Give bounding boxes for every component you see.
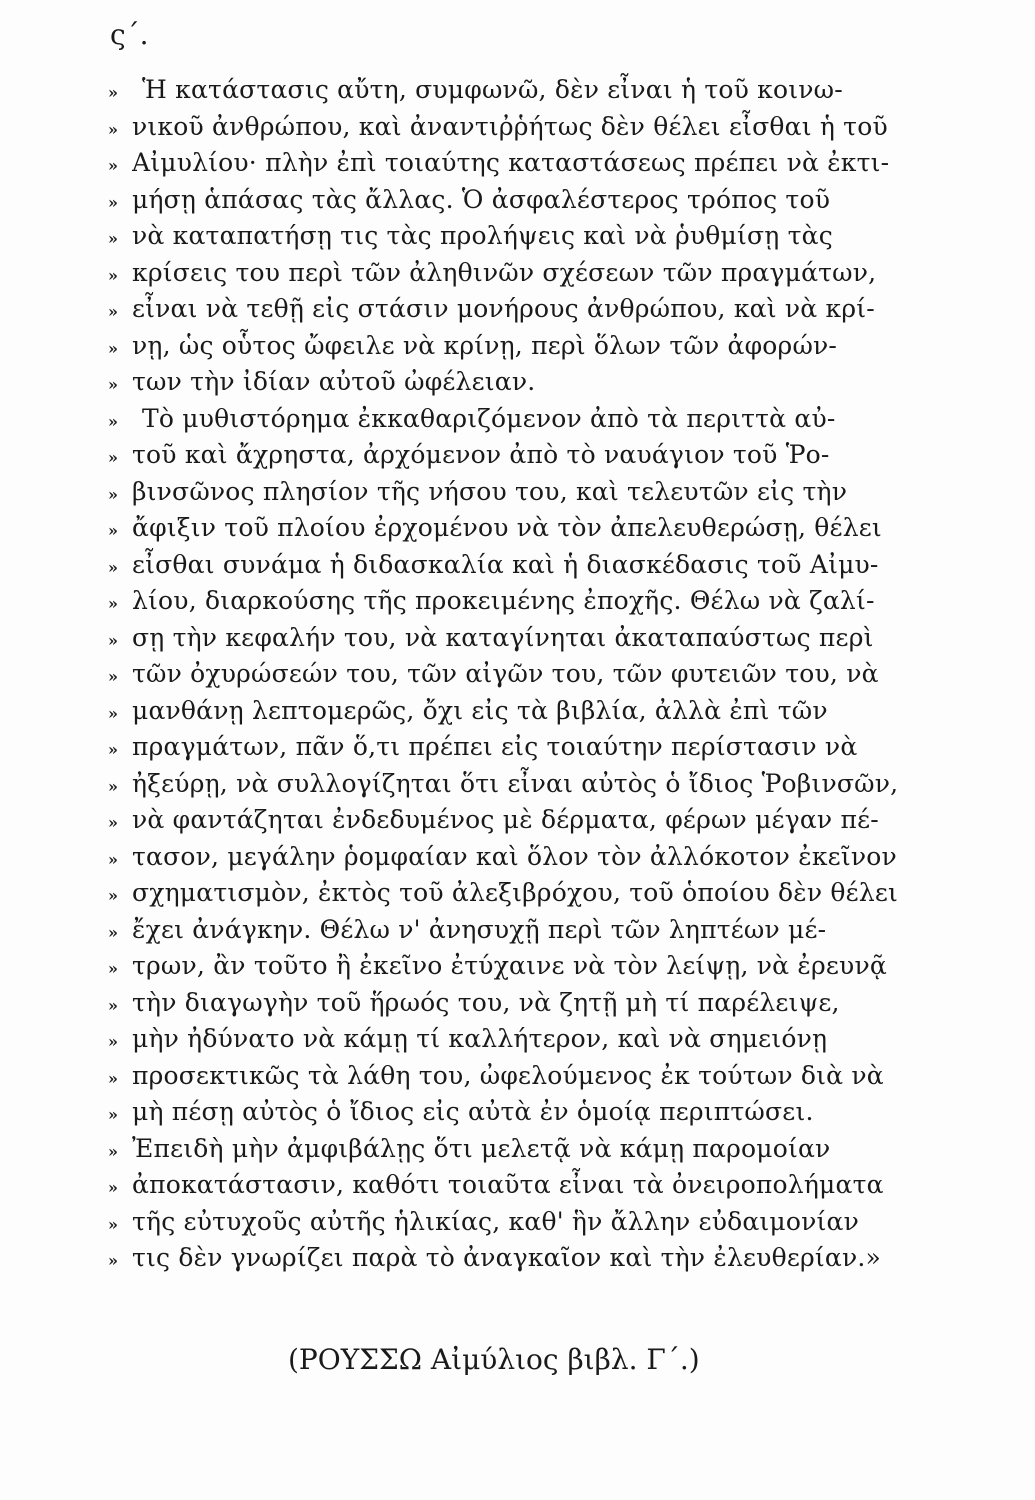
text-line [108,145,938,182]
text-line [108,729,938,766]
text-line [108,912,938,949]
text-line [108,839,938,876]
line-text: Ἡ κατάστασις αὔτη, συμφωνῶ, δὲν εἶναι ἡ τοῦ κοινω- [142,75,843,104]
citation: (ΡΟΥΣΣΩ Αἰμύλιος βιβλ. Γ΄.) [288,1343,700,1376]
text-line [108,510,938,547]
line-text: μὴ πέσῃ αὐτὸς ὁ ἴδιος εἰς αὐτὰ ἐν ὁμοίᾳ περιπτώσει. [132,1097,814,1126]
line-text: ἠξεύρῃ, νὰ συλλογίζηται ὅτι εἶναι αὐτὸς ὁ ἴδιος Ῥοβινσῶν, [132,768,899,798]
text-line [108,109,938,146]
quote-mark: » [108,265,118,285]
text-line [108,547,938,584]
quote-mark: » [108,448,118,467]
text-line [108,182,938,219]
line-text: Ἐπειδὴ μὴν ἀμφιβάλῃς ὅτι μελετᾷ νὰ κάμῃ παρομοίαν [132,1133,831,1163]
text-line [108,1240,938,1277]
text-line [108,1167,938,1204]
quote-mark: » [108,1068,118,1088]
line-text: βινσῶνος πλησίον τῆς νήσου του, καὶ τελευτῶν εἰς τὴν [132,476,848,506]
line-text: εἶναι νὰ τεθῇ εἰς στάσιν μονήρους ἀνθρώπου, καὶ νὰ κρί- [132,294,875,323]
line-text: κρίσεις του περὶ τῶν ἀληθινῶν σχέσεων τῶν πραγμάτων, [132,257,877,287]
text-line [108,620,938,657]
quote-mark: » [108,1251,118,1270]
line-text: νῃ, ὡς οὗτος ὤφειλε νὰ κρίνῃ, περὶ ὅλων τῶν ἀφορών- [132,330,838,360]
text-line [108,693,938,730]
line-text: των τὴν ἰδίαν αὐτοῦ ὠφέλειαν. [132,367,536,396]
body-text [108,72,938,1277]
quote-mark: » [108,630,118,650]
text-line [108,766,938,803]
quote-mark: » [108,192,118,212]
text-line [108,437,938,474]
quote-mark: » [108,521,118,540]
line-text: λίου, διαρκούσης τῆς προκειμένης ἐποχῆς. Θέλω νὰ ζαλί- [132,586,875,615]
quote-mark: » [108,813,118,832]
line-text: μανθάνῃ λεπτομερῶς, ὄχι εἰς τὰ βιβλία, ἀλλὰ ἐπὶ τῶν [132,695,828,725]
quote-mark: » [108,886,118,905]
quote-mark: » [108,959,118,978]
line-text: τῶν ὀχυρώσεών του, τῶν αἰγῶν του, τῶν φυτειῶν του, νὰ [132,659,879,688]
line-text: νὰ καταπατήσῃ τις τὰς προλήψεις καὶ νὰ ῥυθμίσῃ τὰς [132,221,833,250]
line-text: μὴν ἠδύνατο νὰ κάμῃ τί καλλήτερον, καὶ νὰ σημειόνῃ [132,1024,828,1053]
quote-mark: » [108,1105,118,1124]
quote-mark: » [108,1141,118,1161]
text-line [108,364,938,401]
line-text: τρων, ἂν τοῦτο ἢ ἐκεῖνο ἐτύχαινε νὰ τὸν λείψῃ, νὰ ἐρευνᾷ [132,951,887,980]
text-line [108,1058,938,1095]
line-text: σχηματισμὸν, ἐκτὸς τοῦ ἀλεξιβρόχου, τοῦ ὁποίου δὲν θέλει [132,878,899,907]
text-line [108,72,938,109]
text-line [108,1094,938,1131]
line-text: πραγμάτων, πᾶν ὅ,τι πρέπει εἰς τοιαύτην περίστασιν νὰ [132,732,858,761]
quote-mark: » [108,156,118,175]
quote-mark: » [108,338,118,358]
quote-mark: » [108,119,118,139]
quote-mark: » [108,83,118,102]
quote-mark: » [108,1032,118,1051]
text-line [108,218,938,255]
quote-mark: » [108,229,118,248]
line-text: τασον, μεγάλην ῥομφαίαν καὶ ὅλον τὸν ἀλλόκοτον ἐκεῖνον [132,841,897,871]
text-line [108,1204,938,1241]
line-text: νικοῦ ἀνθρώπου, καὶ ἀναντιῤῥήτως δὲν θέλει εἶσθαι ἡ τοῦ [132,111,888,141]
text-line [108,401,938,438]
quote-mark: » [108,776,118,796]
quote-mark: » [108,302,118,321]
line-text: ἄφιξιν τοῦ πλοίου ἐρχομένου νὰ τὸν ἀπελευθερώσῃ, θέλει [132,513,882,542]
text-line [108,1131,938,1168]
line-text: τὴν διαγωγὴν τοῦ ἥρωός του, νὰ ζητῇ μὴ τί παρέλειψε, [132,987,840,1017]
text-line [108,291,938,328]
line-text: τοῦ καὶ ἄχρηστα, ἀρχόμενον ἀπὸ τὸ ναυάγιον τοῦ Ῥο- [132,440,830,469]
text-line [108,875,938,912]
text-line [108,948,938,985]
quote-mark: » [108,484,118,504]
text-line [108,583,938,620]
line-text: τῆς εὐτυχοῦς αὐτῆς ἡλικίας, καθ' ἣν ἄλλην εὐδαιμονίαν [132,1206,860,1236]
text-line [108,985,938,1022]
text-line [108,328,938,365]
quote-mark: » [108,703,118,723]
line-text: τις δὲν γνωρίζει παρὰ τὸ ἀναγκαῖον καὶ τὴν ἐλευθερίαν.» [132,1243,881,1272]
quote-mark: » [108,557,118,577]
quote-mark: » [108,1178,118,1197]
quote-mark: » [108,667,118,686]
line-text: ἔχει ἀνάγκην. Θέλω ν' ἀνησυχῇ περὶ τῶν ληπτέων μέ- [132,914,827,944]
quote-mark: » [108,1214,118,1234]
line-text: σῃ τὴν κεφαλήν του, νὰ καταγίνηται ἀκαταπαύστως περὶ [132,622,874,652]
quote-mark: » [108,849,118,869]
line-text: προσεκτικῶς τὰ λάθη του, ὠφελούμενος ἐκ τούτων διὰ νὰ [132,1060,884,1090]
quote-mark: » [108,995,118,1015]
page-number: ς΄. [110,18,149,51]
quote-mark: » [108,411,118,431]
text-line [108,1021,938,1058]
text-line [108,255,938,292]
line-text: Αἰμυλίου· πλὴν ἐπὶ τοιαύτης καταστάσεως πρέπει νὰ ἐκτι- [132,148,890,177]
quote-mark: » [108,740,118,759]
quote-mark: » [108,594,118,613]
quote-mark: » [108,375,118,394]
line-text: Τὸ μυθιστόρημα ἐκκαθαριζόμενον ἀπὸ τὰ περιττὰ αὐ- [142,403,836,433]
text-line [108,474,938,511]
text-line [108,656,938,693]
quote-mark: » [108,922,118,942]
line-text: εἶσθαι συνάμα ἡ διδασκαλία καὶ ἡ διασκέδασις τοῦ Αἰμυ- [132,549,879,579]
line-text: μήσῃ ἁπάσας τὰς ἄλλας. Ὁ ἀσφαλέστερος τρόπος τοῦ [132,184,831,214]
line-text: νὰ φαντάζηται ἐνδεδυμένος μὲ δέρματα, φέρων μέγαν πέ- [132,805,879,834]
line-text: ἀποκατάστασιν, καθότι τοιαῦτα εἶναι τὰ ὀνειροπολήματα [132,1170,884,1199]
text-line [108,802,938,839]
